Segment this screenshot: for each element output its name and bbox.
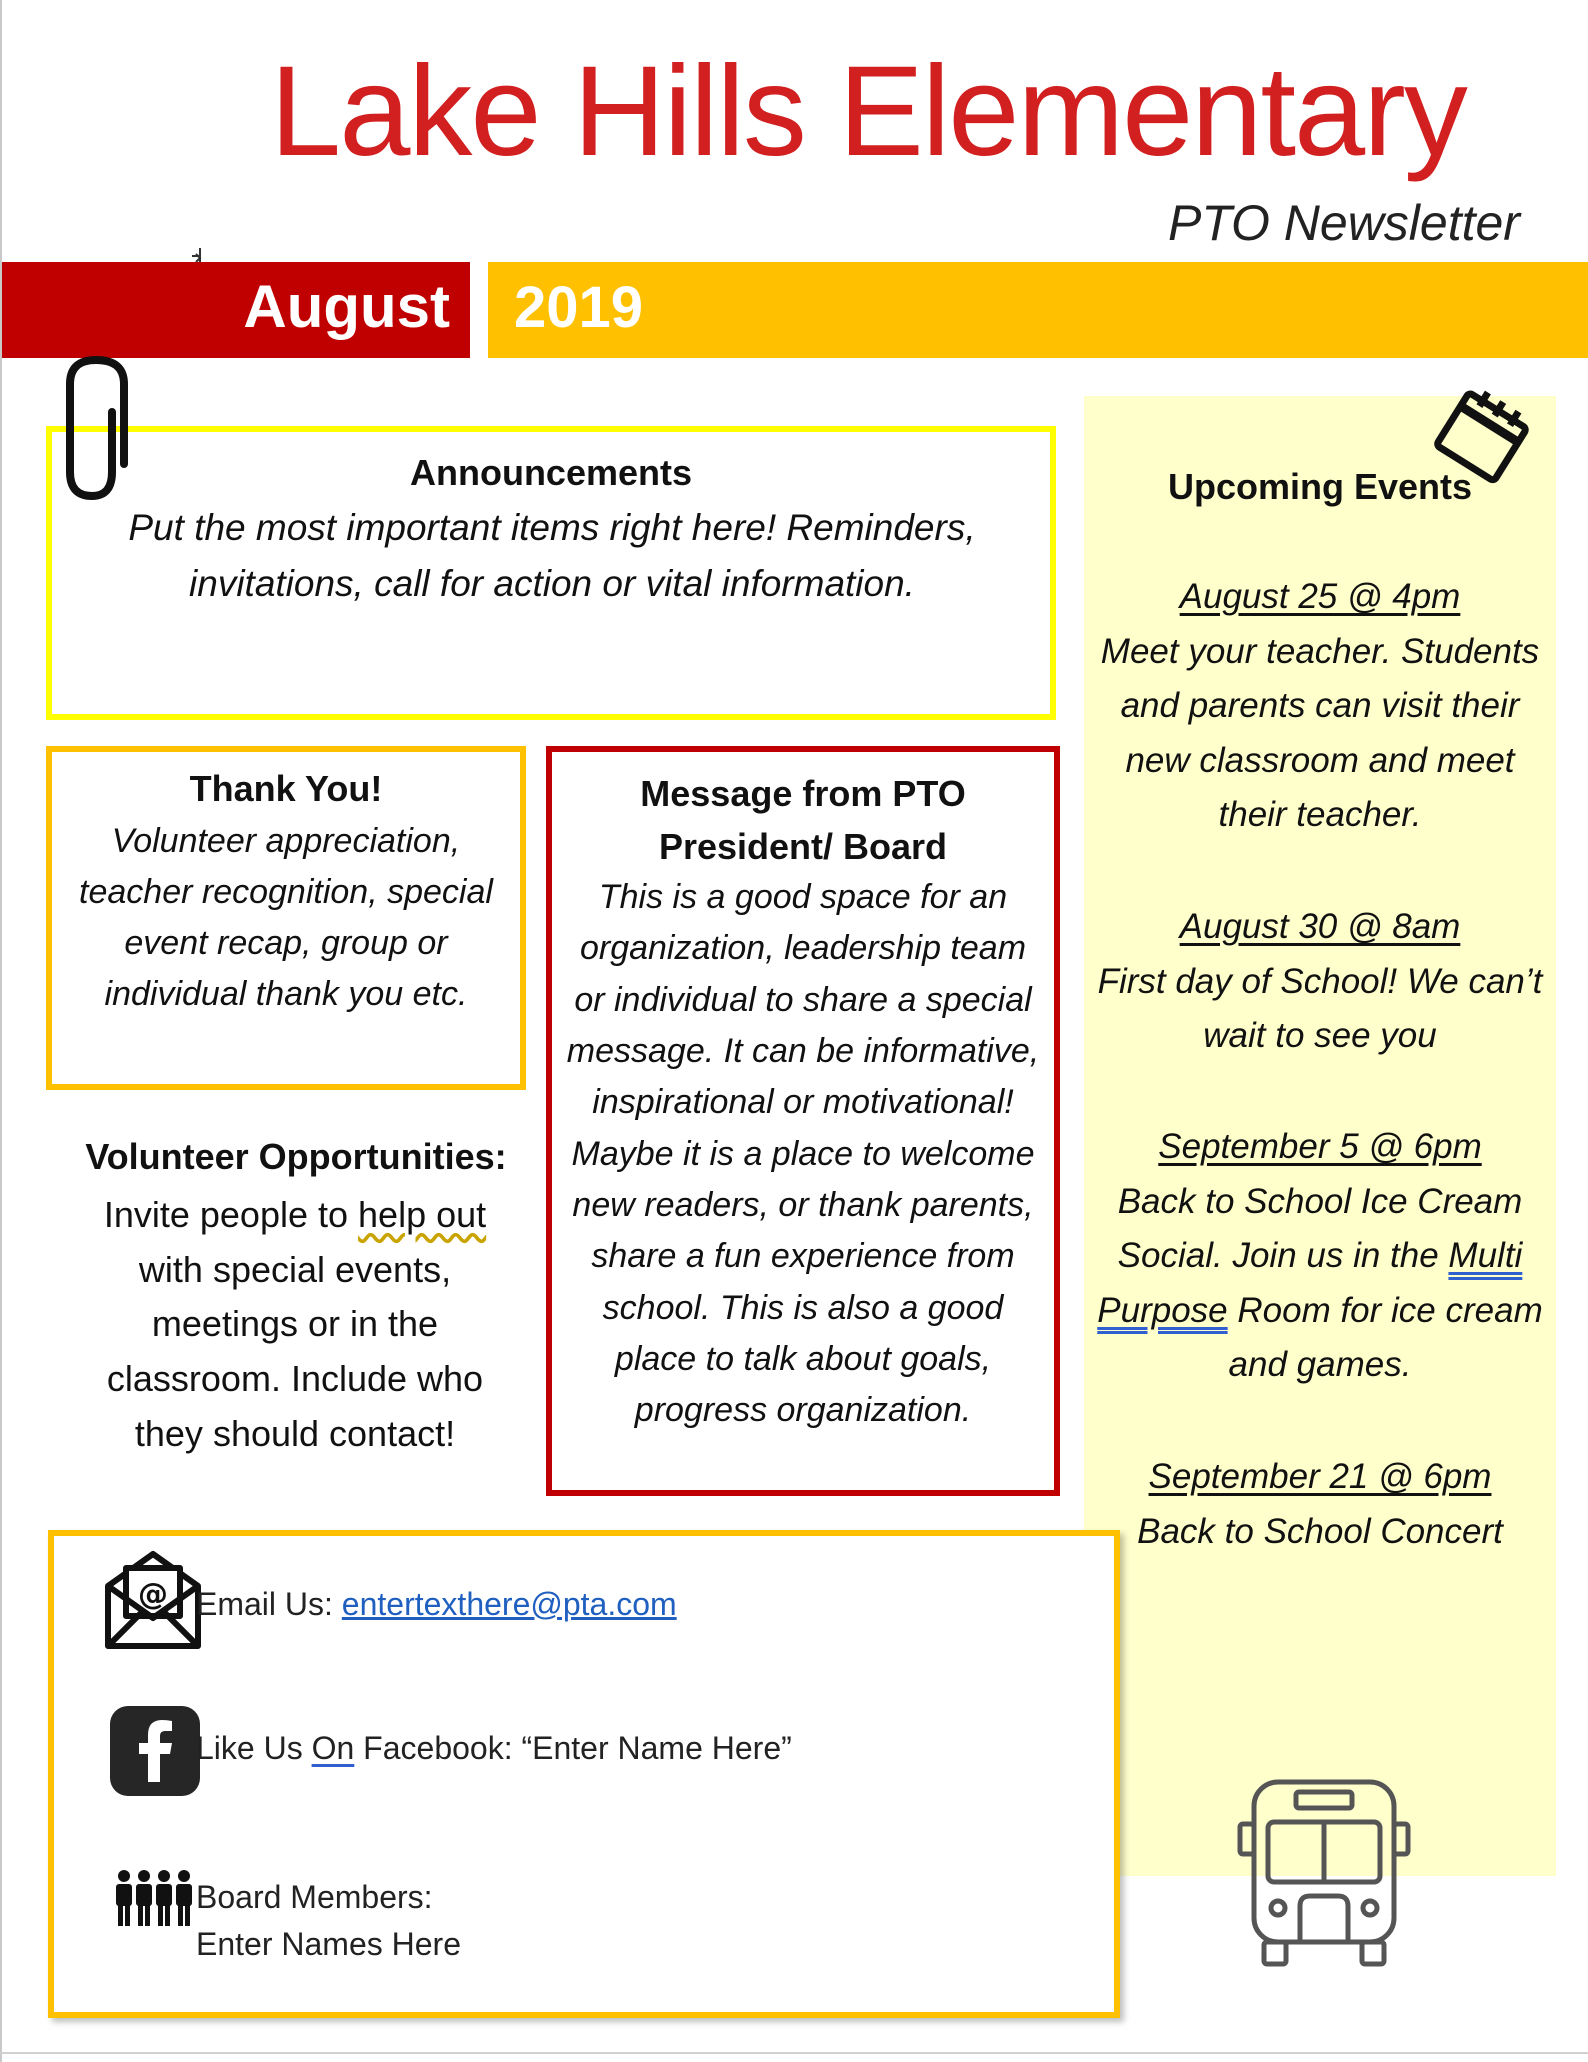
volunteer-body-start: Invite people to bbox=[103, 1194, 359, 1235]
thank-you-body: Volunteer appreciation, teacher recognition, special event recap, group or individual thank you etc. bbox=[79, 822, 493, 1013]
announcements-heading: Announcements bbox=[409, 452, 693, 493]
event-item bbox=[1094, 570, 1546, 843]
volunteer-body bbox=[70, 1188, 520, 1462]
event-item bbox=[1094, 1450, 1546, 1559]
email-contact-row bbox=[196, 1586, 677, 1623]
event-date: August 25 @ 4pm bbox=[1179, 577, 1461, 616]
event-description bbox=[1094, 1175, 1546, 1393]
facebook-flagged-word: On bbox=[311, 1730, 355, 1766]
event-date: September 5 @ 6pm bbox=[1158, 1127, 1482, 1166]
event-item bbox=[1094, 900, 1546, 1064]
event-date: August 30 @ 8am bbox=[1179, 907, 1461, 946]
page-bottom-edge bbox=[0, 2052, 1588, 2054]
email-icon bbox=[102, 1546, 204, 1652]
month-label: August bbox=[243, 273, 450, 340]
event-description: Meet your teacher. Students and parents can visit their new classroom and meet their teacher. bbox=[1100, 631, 1540, 835]
facebook-text-start: Like Us bbox=[196, 1730, 312, 1766]
pto-message-heading: Message from PTO President/ Board bbox=[640, 773, 966, 867]
facebook-icon[interactable] bbox=[108, 1704, 202, 1798]
event-description-end: Room for ice cream and games. bbox=[1227, 1290, 1543, 1385]
email-label: Email Us: bbox=[196, 1586, 342, 1622]
paperclip-icon bbox=[56, 352, 140, 504]
school-title: Lake Hills Elementary bbox=[270, 40, 1466, 183]
year-label: 2019 bbox=[514, 275, 644, 340]
announcements-body: Put the most important items right here! Reminders, invitations, call for action or vital information. bbox=[128, 507, 976, 604]
volunteer-heading: Volunteer Opportunities: bbox=[85, 1136, 507, 1177]
board-members-label: Board Members: bbox=[196, 1879, 433, 1915]
event-item bbox=[1094, 1120, 1546, 1393]
volunteer-body-end: with special events, meetings or in the classroom. Include who they should contact! bbox=[106, 1248, 484, 1454]
thank-you-heading: Thank You! bbox=[189, 768, 383, 809]
events-heading: Upcoming Events bbox=[1167, 466, 1473, 507]
facebook-text-end: Facebook: “Enter Name Here” bbox=[354, 1730, 792, 1766]
month-band bbox=[2, 262, 470, 358]
school-bus-icon bbox=[1234, 1772, 1414, 1972]
pto-message-box bbox=[546, 746, 1060, 1496]
thank-you-box bbox=[46, 746, 526, 1090]
board-members-names: Enter Names Here bbox=[196, 1926, 461, 1963]
year-band bbox=[488, 262, 1588, 358]
pto-message-body: This is a good space for an organization, leadership team or individual to share a special message. It can be informative, inspirational or motivational! Maybe it is a place to welcome new readers, or thank parents, share a fun experience from school. This is also a good place to talk about goals, progress organization. bbox=[566, 878, 1040, 1430]
email-link[interactable]: entertexthere@pta.com bbox=[341, 1586, 677, 1622]
svg-text:@: @ bbox=[138, 1577, 168, 1612]
event-room-name: Multi Purpose bbox=[1097, 1236, 1523, 1330]
event-date: September 21 @ 6pm bbox=[1148, 1457, 1492, 1496]
newsletter-subtitle: PTO Newsletter bbox=[1168, 195, 1520, 251]
board-members-row bbox=[196, 1874, 461, 1969]
volunteer-flagged-phrase: help out bbox=[358, 1194, 487, 1235]
people-icon bbox=[112, 1868, 196, 1928]
facebook-contact-row bbox=[196, 1730, 792, 1767]
event-description-start: Back to School Ice Cream Social. Join us in the bbox=[1117, 1181, 1523, 1276]
event-description: First day of School! We can’t wait to see you bbox=[1097, 961, 1543, 1056]
announcements-box bbox=[46, 426, 1056, 720]
event-description: Back to School Concert bbox=[1137, 1511, 1503, 1551]
